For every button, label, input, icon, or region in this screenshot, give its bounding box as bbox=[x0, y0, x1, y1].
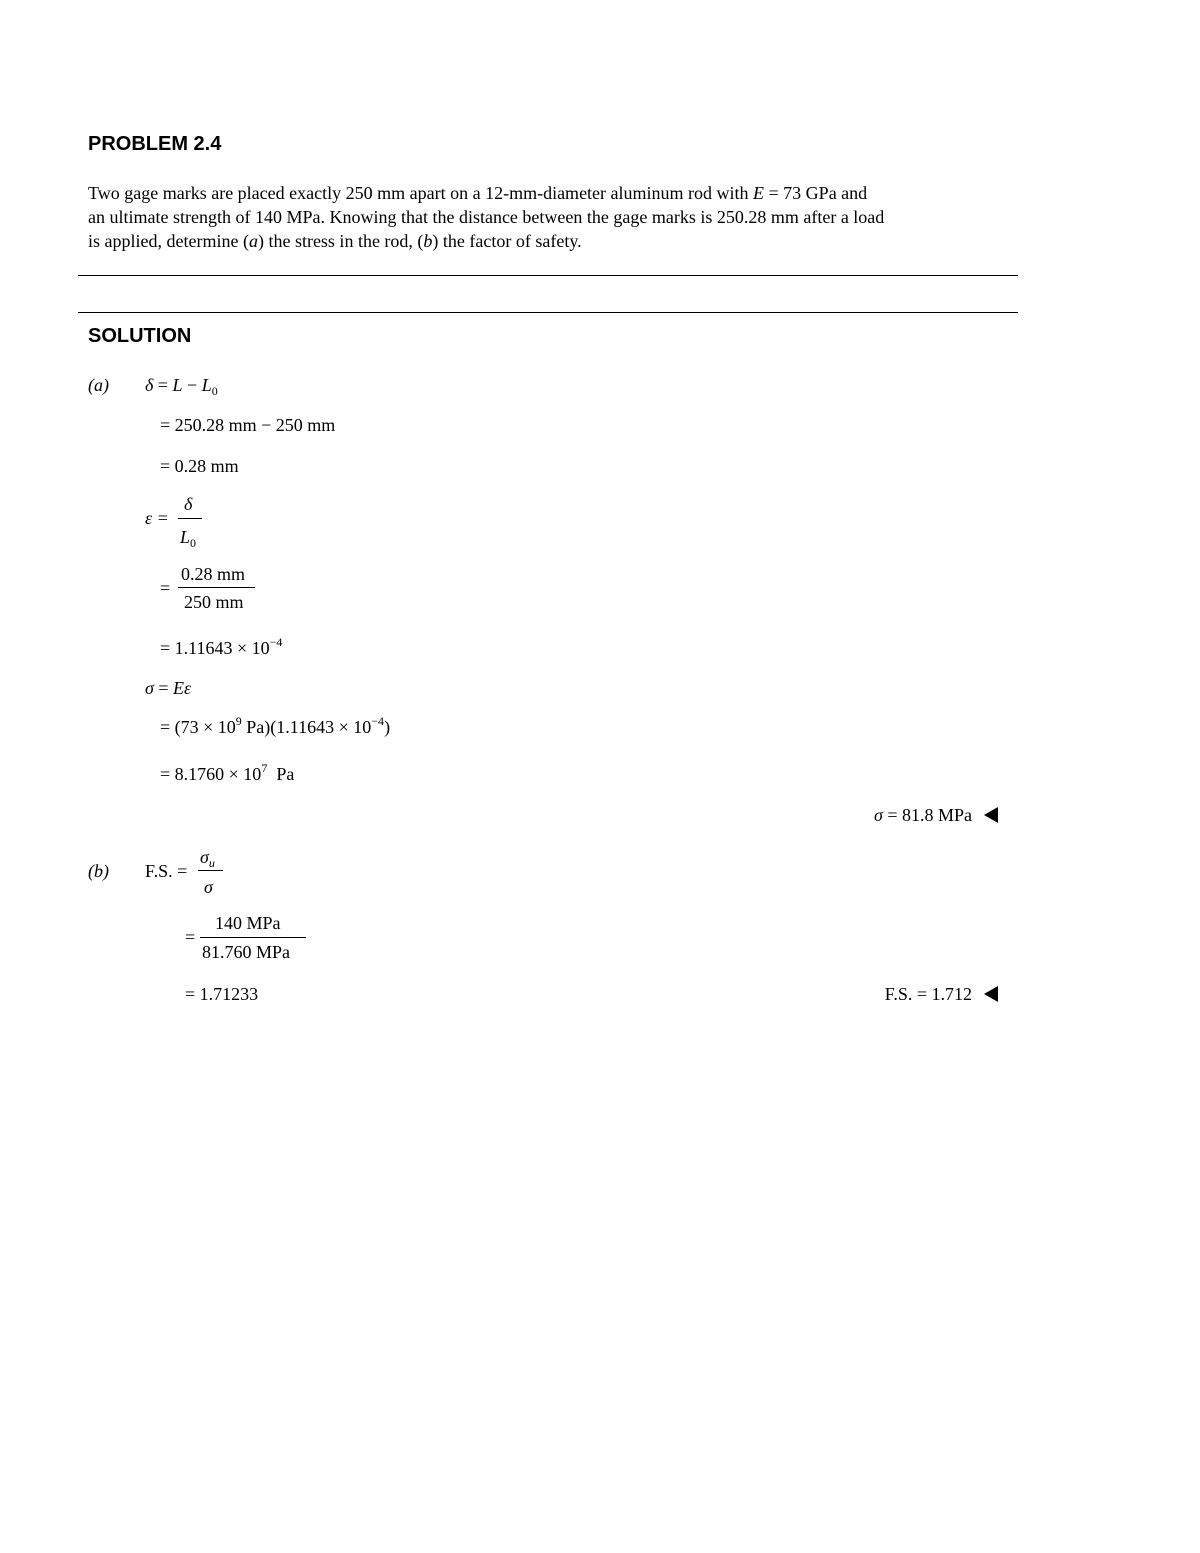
strain-lhs: ε = bbox=[145, 508, 169, 528]
strain-frac-numerator: 0.28 mm bbox=[181, 564, 246, 584]
text: ) the stress in the rod, ( bbox=[257, 231, 424, 251]
fraction-bar bbox=[198, 870, 223, 871]
part-b-label: (b) bbox=[88, 861, 109, 881]
strain-frac-denominator: 250 mm bbox=[184, 592, 244, 612]
text: Pa bbox=[267, 764, 295, 784]
fraction-bar bbox=[178, 587, 255, 588]
fs-frac-numerator: 140 MPa bbox=[215, 913, 281, 933]
fs-numerator bbox=[200, 846, 215, 868]
text: Pa)(1.11643 × 10 bbox=[241, 717, 372, 737]
text: E bbox=[753, 183, 765, 203]
text: 7 bbox=[261, 761, 268, 775]
text: = 73 GPa and bbox=[764, 183, 868, 203]
fs-frac-eq: = bbox=[185, 927, 196, 947]
text: σ bbox=[873, 805, 883, 825]
fraction-bar bbox=[178, 518, 202, 519]
part-a-label: (a) bbox=[88, 375, 109, 395]
strain-frac-eq: = bbox=[160, 578, 171, 598]
answer-marker-icon bbox=[984, 807, 998, 823]
text: −4 bbox=[371, 714, 385, 728]
text: L bbox=[180, 527, 191, 547]
text: L bbox=[201, 375, 212, 395]
text: u bbox=[208, 856, 215, 870]
text: Eε bbox=[173, 678, 192, 698]
text: 0 bbox=[211, 384, 218, 398]
text: ) bbox=[384, 717, 391, 737]
fs-frac-denominator: 81.760 MPa bbox=[202, 942, 291, 962]
stress-line-1 bbox=[160, 716, 390, 738]
text: 9 bbox=[235, 714, 242, 728]
statement-line-3 bbox=[88, 230, 582, 252]
fs-denominator: σ bbox=[204, 877, 213, 897]
strain-numerator: δ bbox=[184, 494, 193, 514]
answer-b bbox=[885, 983, 998, 1005]
text: = (73 × 10 bbox=[160, 717, 236, 737]
strain-value bbox=[160, 637, 282, 659]
fraction-bar bbox=[200, 937, 306, 938]
stress-line-2 bbox=[160, 763, 294, 785]
text: Two gage marks are placed exactly 250 mm apart on a 12-mm-diameter aluminum rod with bbox=[88, 183, 754, 203]
text: a bbox=[248, 231, 258, 251]
delta-line-2: = 0.28 mm bbox=[160, 456, 239, 476]
delta-equation bbox=[145, 374, 218, 396]
text: = 81.8 MPa bbox=[882, 805, 972, 825]
text: L bbox=[172, 375, 183, 395]
divider bbox=[78, 275, 1018, 276]
statement-line-1 bbox=[88, 182, 867, 204]
text: −4 bbox=[269, 635, 283, 649]
answer-marker-icon bbox=[984, 986, 998, 1002]
solution-title: SOLUTION bbox=[88, 325, 192, 347]
text: σ bbox=[145, 678, 154, 698]
text: = 1.11643 × 10 bbox=[160, 638, 270, 658]
text: ) the factor of safety. bbox=[432, 231, 582, 251]
problem-title: PROBLEM 2.4 bbox=[88, 133, 222, 155]
text: 0 bbox=[190, 536, 197, 550]
text: F.S. = 1.712 bbox=[884, 984, 972, 1004]
stress-equation bbox=[145, 677, 191, 699]
text: − bbox=[182, 375, 202, 395]
text: δ bbox=[145, 375, 154, 395]
delta-line-1: = 250.28 mm − 250 mm bbox=[160, 415, 336, 435]
text: is applied, determine ( bbox=[88, 231, 249, 251]
strain-denominator bbox=[180, 526, 196, 548]
text: = bbox=[153, 678, 174, 698]
text: = 8.1760 × 10 bbox=[160, 764, 262, 784]
fs-value: = 1.71233 bbox=[185, 984, 259, 1004]
fs-lhs: F.S. = bbox=[145, 861, 188, 881]
statement-line-2: an ultimate strength of 140 MPa. Knowing that the distance between the gage marks is 250.28 mm after a load bbox=[88, 207, 885, 227]
divider bbox=[78, 312, 1018, 313]
answer-a bbox=[874, 804, 998, 826]
text: σ bbox=[200, 847, 209, 867]
text: b bbox=[423, 231, 433, 251]
text: = bbox=[153, 375, 173, 395]
